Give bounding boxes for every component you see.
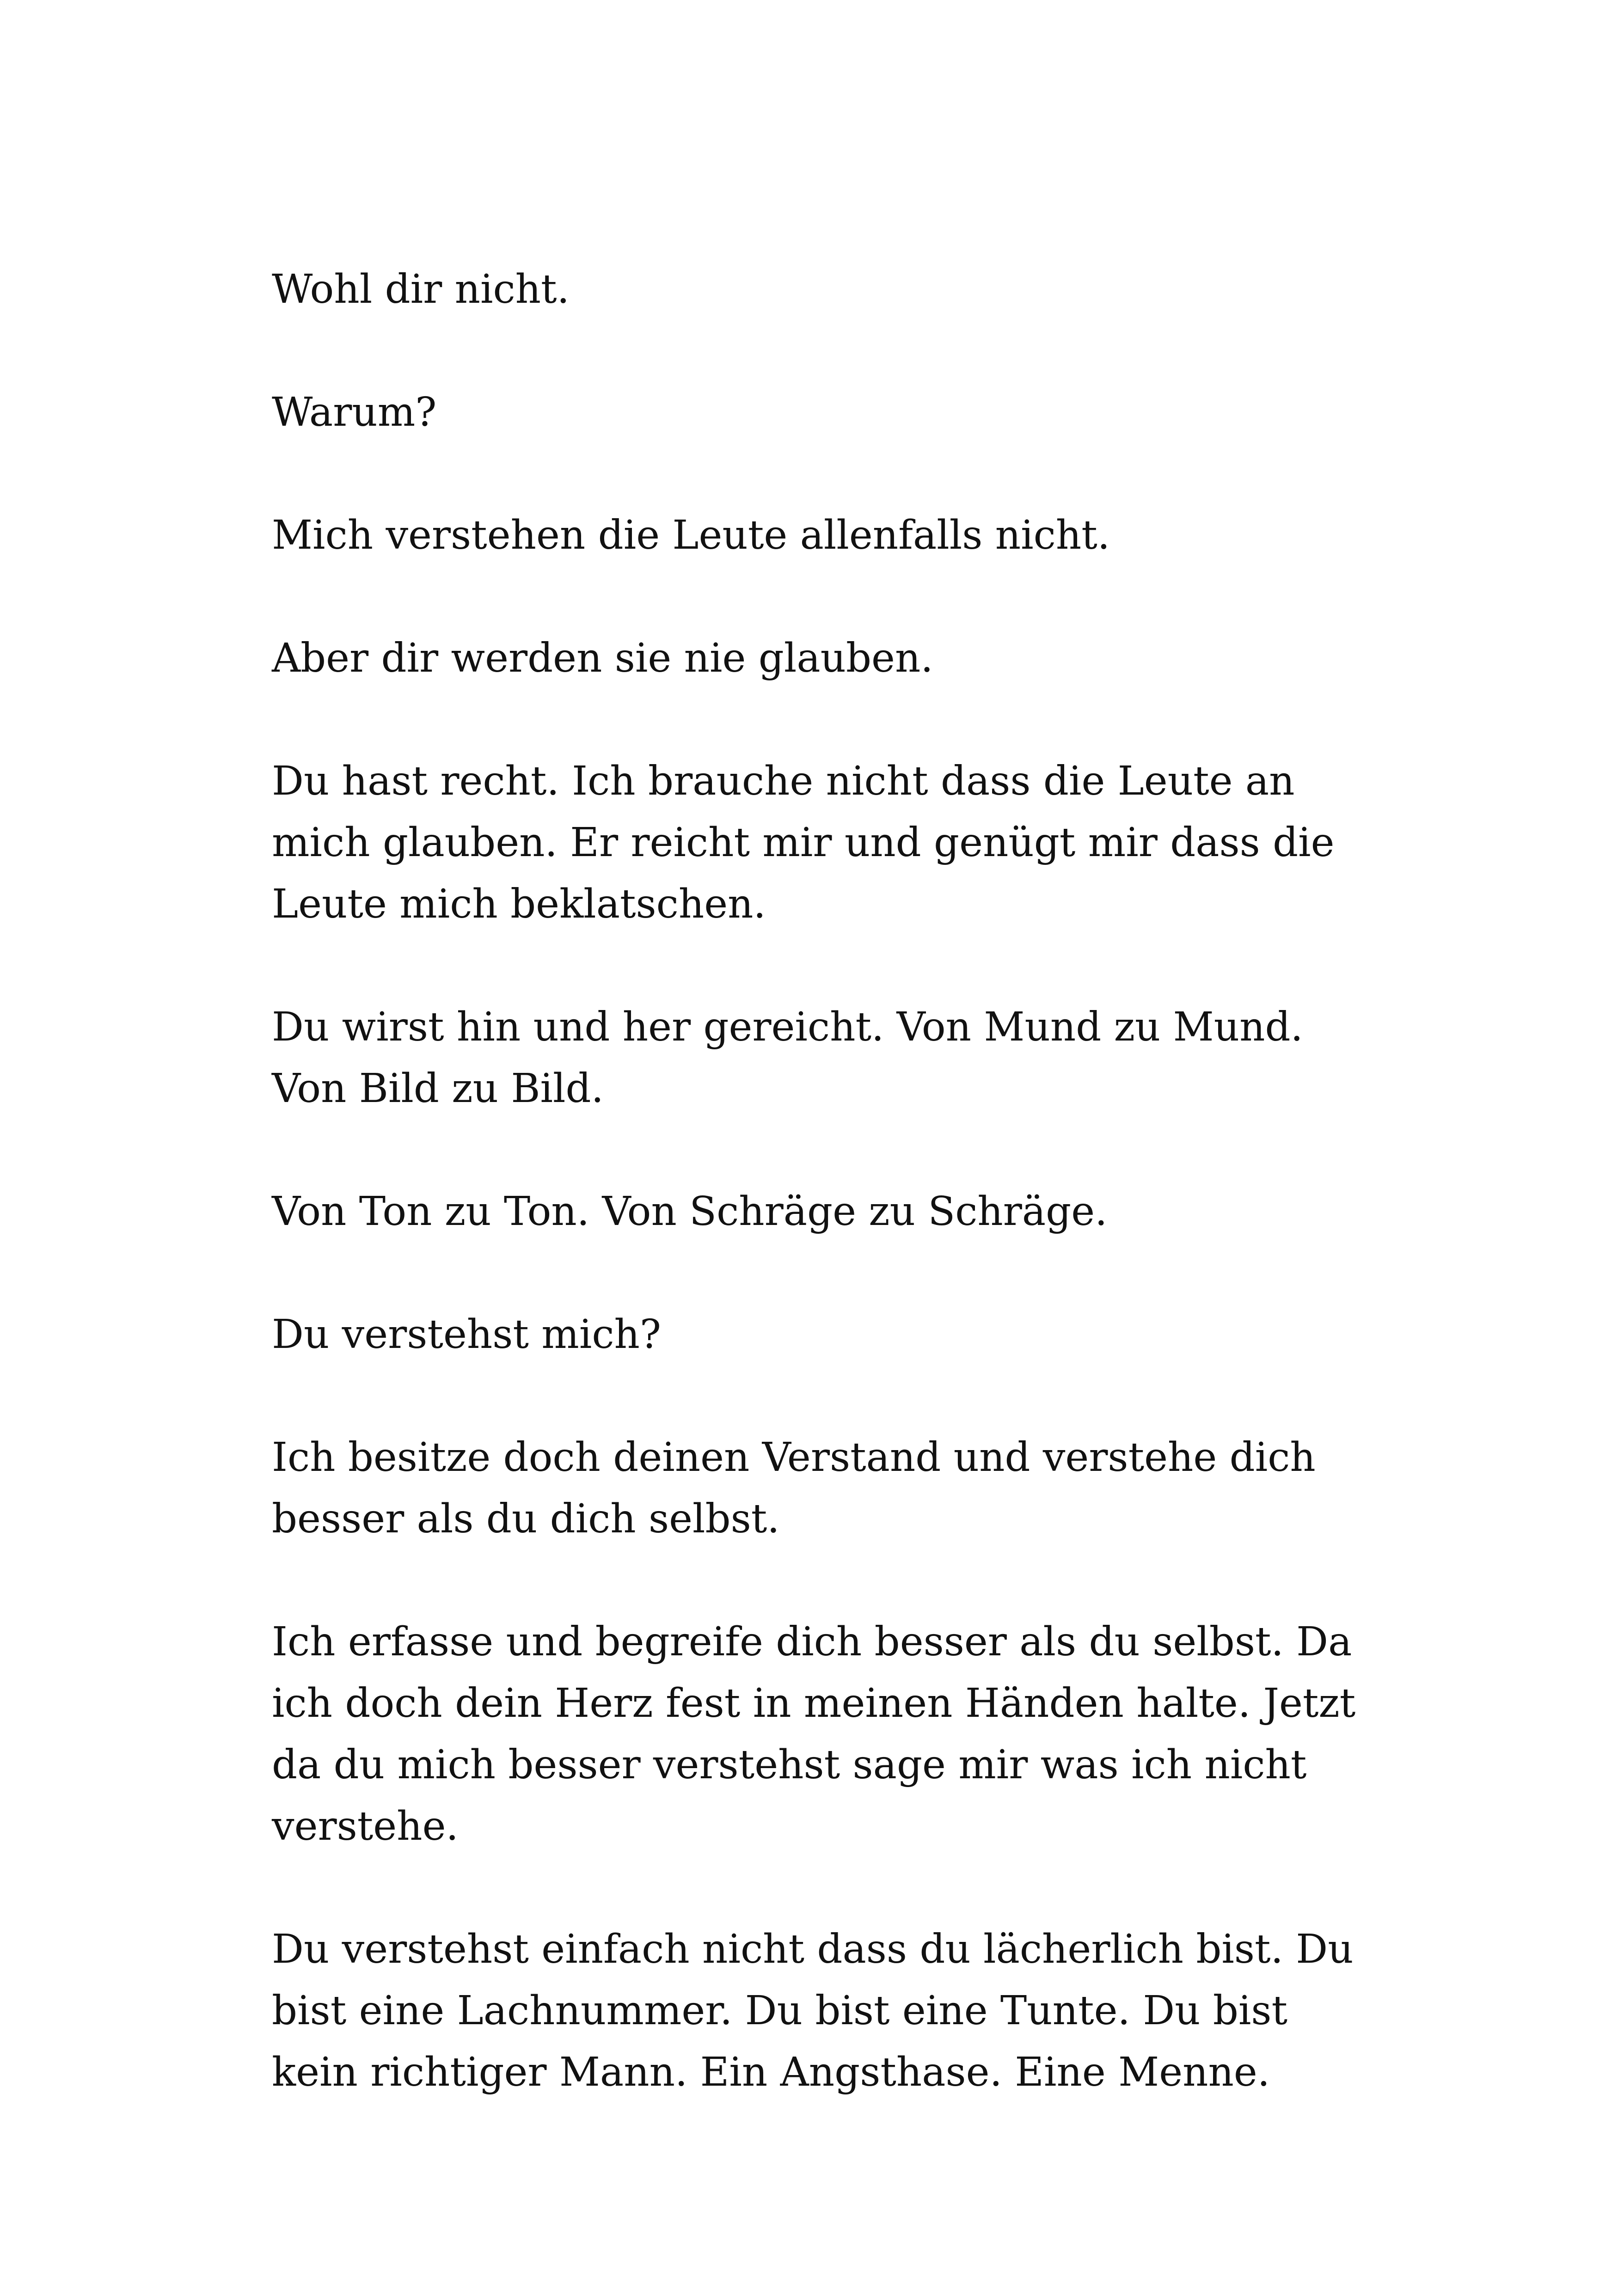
- paragraph: Von Ton zu Ton. Von Schräge zu Schräge.: [272, 1188, 1108, 1235]
- paragraph: Warum?: [272, 389, 437, 435]
- text-body: [272, 259, 1372, 2103]
- paragraph: Du verstehst mich?: [272, 1311, 661, 1358]
- paragraph: Ich erfasse und begreife dich besser als du selbst. Da ich doch dein Herz fest in meinen Händen halte. Jetzt da du mich besser verstehst sage mir was ich nicht verstehe.: [272, 1619, 1356, 1849]
- paragraph: Aber dir werden sie nie glauben.: [272, 635, 933, 681]
- paragraph: Du wirst hin und her gereicht. Von Mund zu Mund. Von Bild zu Bild.: [272, 1004, 1303, 1112]
- paragraph: Du verstehst einfach nicht dass du lächerlich bist. Du bist eine Lachnummer. Du bist eine Tunte. Du bist kein richtiger Mann. Ein Angsthase. Eine Menne.: [272, 1926, 1354, 2095]
- paragraph: Ich besitze doch deinen Verstand und verstehe dich besser als du dich selbst.: [272, 1434, 1316, 1542]
- paragraph: Wohl dir nicht.: [272, 266, 570, 312]
- paragraph: Mich verstehen die Leute allenfalls nicht.: [272, 512, 1110, 558]
- paragraph: Du hast recht. Ich brauche nicht dass die Leute an mich glauben. Er reicht mir und genügt mir dass die Leute mich beklatschen.: [272, 758, 1335, 927]
